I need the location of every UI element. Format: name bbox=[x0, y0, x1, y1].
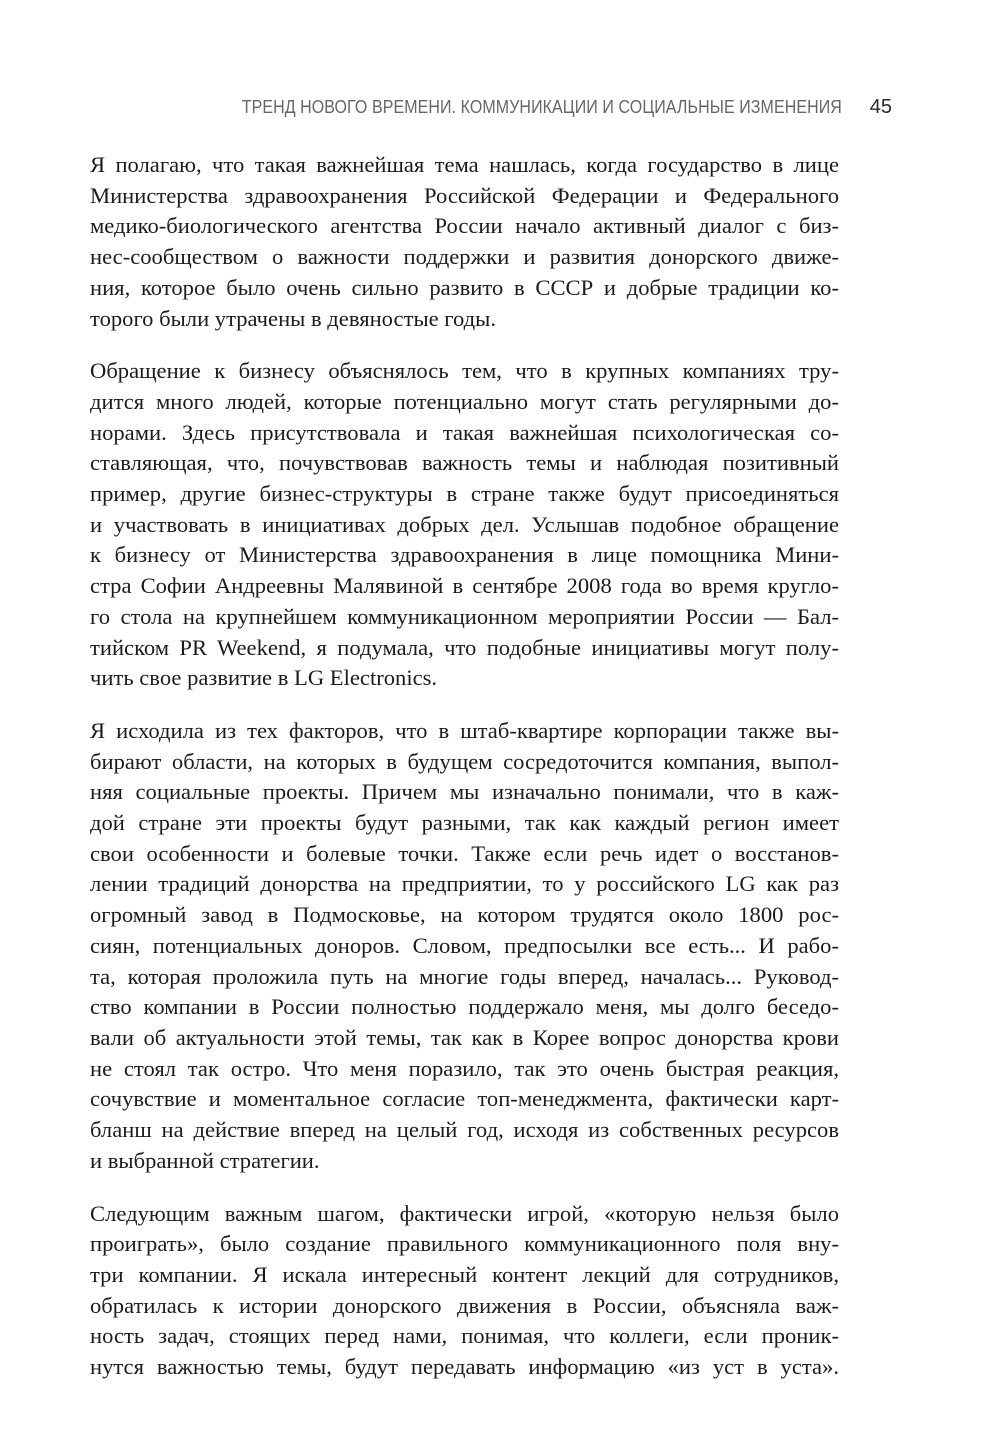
body-text bbox=[90, 150, 839, 1405]
text-line: медико-биологического агентства России начало активный диалог с биз- bbox=[90, 213, 839, 239]
text-line: бирают области, на которых в будущем сосредоточится компания, выпол- bbox=[90, 748, 839, 774]
text-line: бланш на действие вперед на целый год, исходя из собственных ресурсов bbox=[90, 1117, 839, 1143]
text-line: торого были утрачены в девяностые годы. bbox=[90, 305, 496, 331]
text-line: проиграть», было создание правильного коммуникационного поля вну- bbox=[90, 1231, 839, 1257]
text-line: ния, которое было очень сильно развито в СССР и добрые традиции ко- bbox=[90, 274, 839, 300]
text-line: нес-сообществом о важности поддержки и развития донорского движе- bbox=[90, 244, 839, 270]
text-line: чить свое развитие в LG Electronics. bbox=[90, 665, 438, 691]
text-line: ство компании в России полностью поддержало меня, мы долго беседо- bbox=[90, 994, 839, 1020]
text-line: обратилась к истории донорского движения в России, объясняла важ- bbox=[90, 1292, 839, 1318]
paragraph-4 bbox=[90, 1199, 839, 1383]
text-line: Я исходила из тех факторов, что в штаб-квартире корпорации также вы- bbox=[90, 717, 839, 743]
text-line: дится много людей, которые потенциально могут стать регулярными до- bbox=[90, 388, 839, 414]
text-line: огромный завод в Подмосковье, на котором трудятся около 1800 рос- bbox=[90, 902, 839, 928]
page-number: 45 bbox=[869, 96, 892, 118]
paragraph-1 bbox=[90, 150, 839, 334]
text-line: Обращение к бизнесу объяснялось тем, что в крупных компаниях тру- bbox=[90, 358, 839, 384]
text-line: сиян, потенциальных доноров. Словом, предпосылки все есть... И рабо- bbox=[90, 932, 839, 958]
text-line: Министерства здравоохранения Российской Федерации и Федерального bbox=[90, 182, 839, 208]
text-line: лении традиций донорства на предприятии, то у российского LG как раз bbox=[90, 871, 839, 897]
text-line: дой стране эти проекты будут разными, так как каждый регион имеет bbox=[90, 810, 839, 836]
text-line: и участвовать в инициативах добрых дел. Услышав подобное обращение bbox=[90, 511, 839, 537]
text-line: вали об актуальности этой темы, так как в Корее вопрос донорства крови bbox=[90, 1024, 839, 1050]
text-line: три компании. Я искала интересный контент лекций для сотрудников, bbox=[90, 1261, 839, 1287]
text-line: нутся важностью темы, будут передавать информацию «из уст в уста». bbox=[90, 1354, 839, 1380]
text-line: не стоял так остро. Что меня поразило, так это очень быстрая реакция, bbox=[90, 1055, 839, 1081]
running-header bbox=[90, 96, 892, 126]
text-line: норами. Здесь присутствовала и такая важнейшая психологическая со- bbox=[90, 419, 839, 445]
paragraph-2 bbox=[90, 356, 839, 694]
text-line: та, которая проложила путь на многие годы вперед, началась... Руковод- bbox=[90, 963, 839, 989]
text-line: тийском PR Weekend, я подумала, что подобные инициативы могут полу- bbox=[90, 634, 839, 660]
text-line: ность задач, стоящих перед нами, понимая, что коллеги, если проник- bbox=[90, 1323, 839, 1349]
text-line: сочувствие и моментальное согласие топ-менеджмента, фактически карт- bbox=[90, 1086, 839, 1112]
text-line: стра Софии Андреевны Малявиной в сентябре 2008 года во время кругло- bbox=[90, 573, 839, 599]
text-line: свои особенности и болевые точки. Также если речь идет о восстанов- bbox=[90, 840, 839, 866]
paragraph-3 bbox=[90, 716, 839, 1177]
text-line: к бизнесу от Министерства здравоохранения в лице помощника Мини- bbox=[90, 542, 839, 568]
text-line: Следующим важным шагом, фактически игрой, «которую нельзя было bbox=[90, 1200, 839, 1226]
text-line: го стола на крупнейшем коммуникационном мероприятии России — Бал- bbox=[90, 603, 839, 629]
text-line: Я полагаю, что такая важнейшая тема нашлась, когда государство в лице bbox=[90, 152, 839, 177]
text-line: и выбранной стратегии. bbox=[90, 1147, 320, 1173]
text-line: няя социальные проекты. Причем мы изначально понимали, что в каж- bbox=[90, 779, 839, 805]
text-line: ставляющая, что, почувствовав важность темы и наблюдая позитивный bbox=[90, 450, 839, 476]
text-line: пример, другие бизнес-структуры в стране также будут присоединяться bbox=[90, 481, 839, 507]
running-header-title: ТРЕНД НОВОГО ВРЕМЕНИ. КОММУНИКАЦИИ И СОЦИАЛЬНЫЕ ИЗМЕНЕНИЯ bbox=[241, 96, 842, 117]
